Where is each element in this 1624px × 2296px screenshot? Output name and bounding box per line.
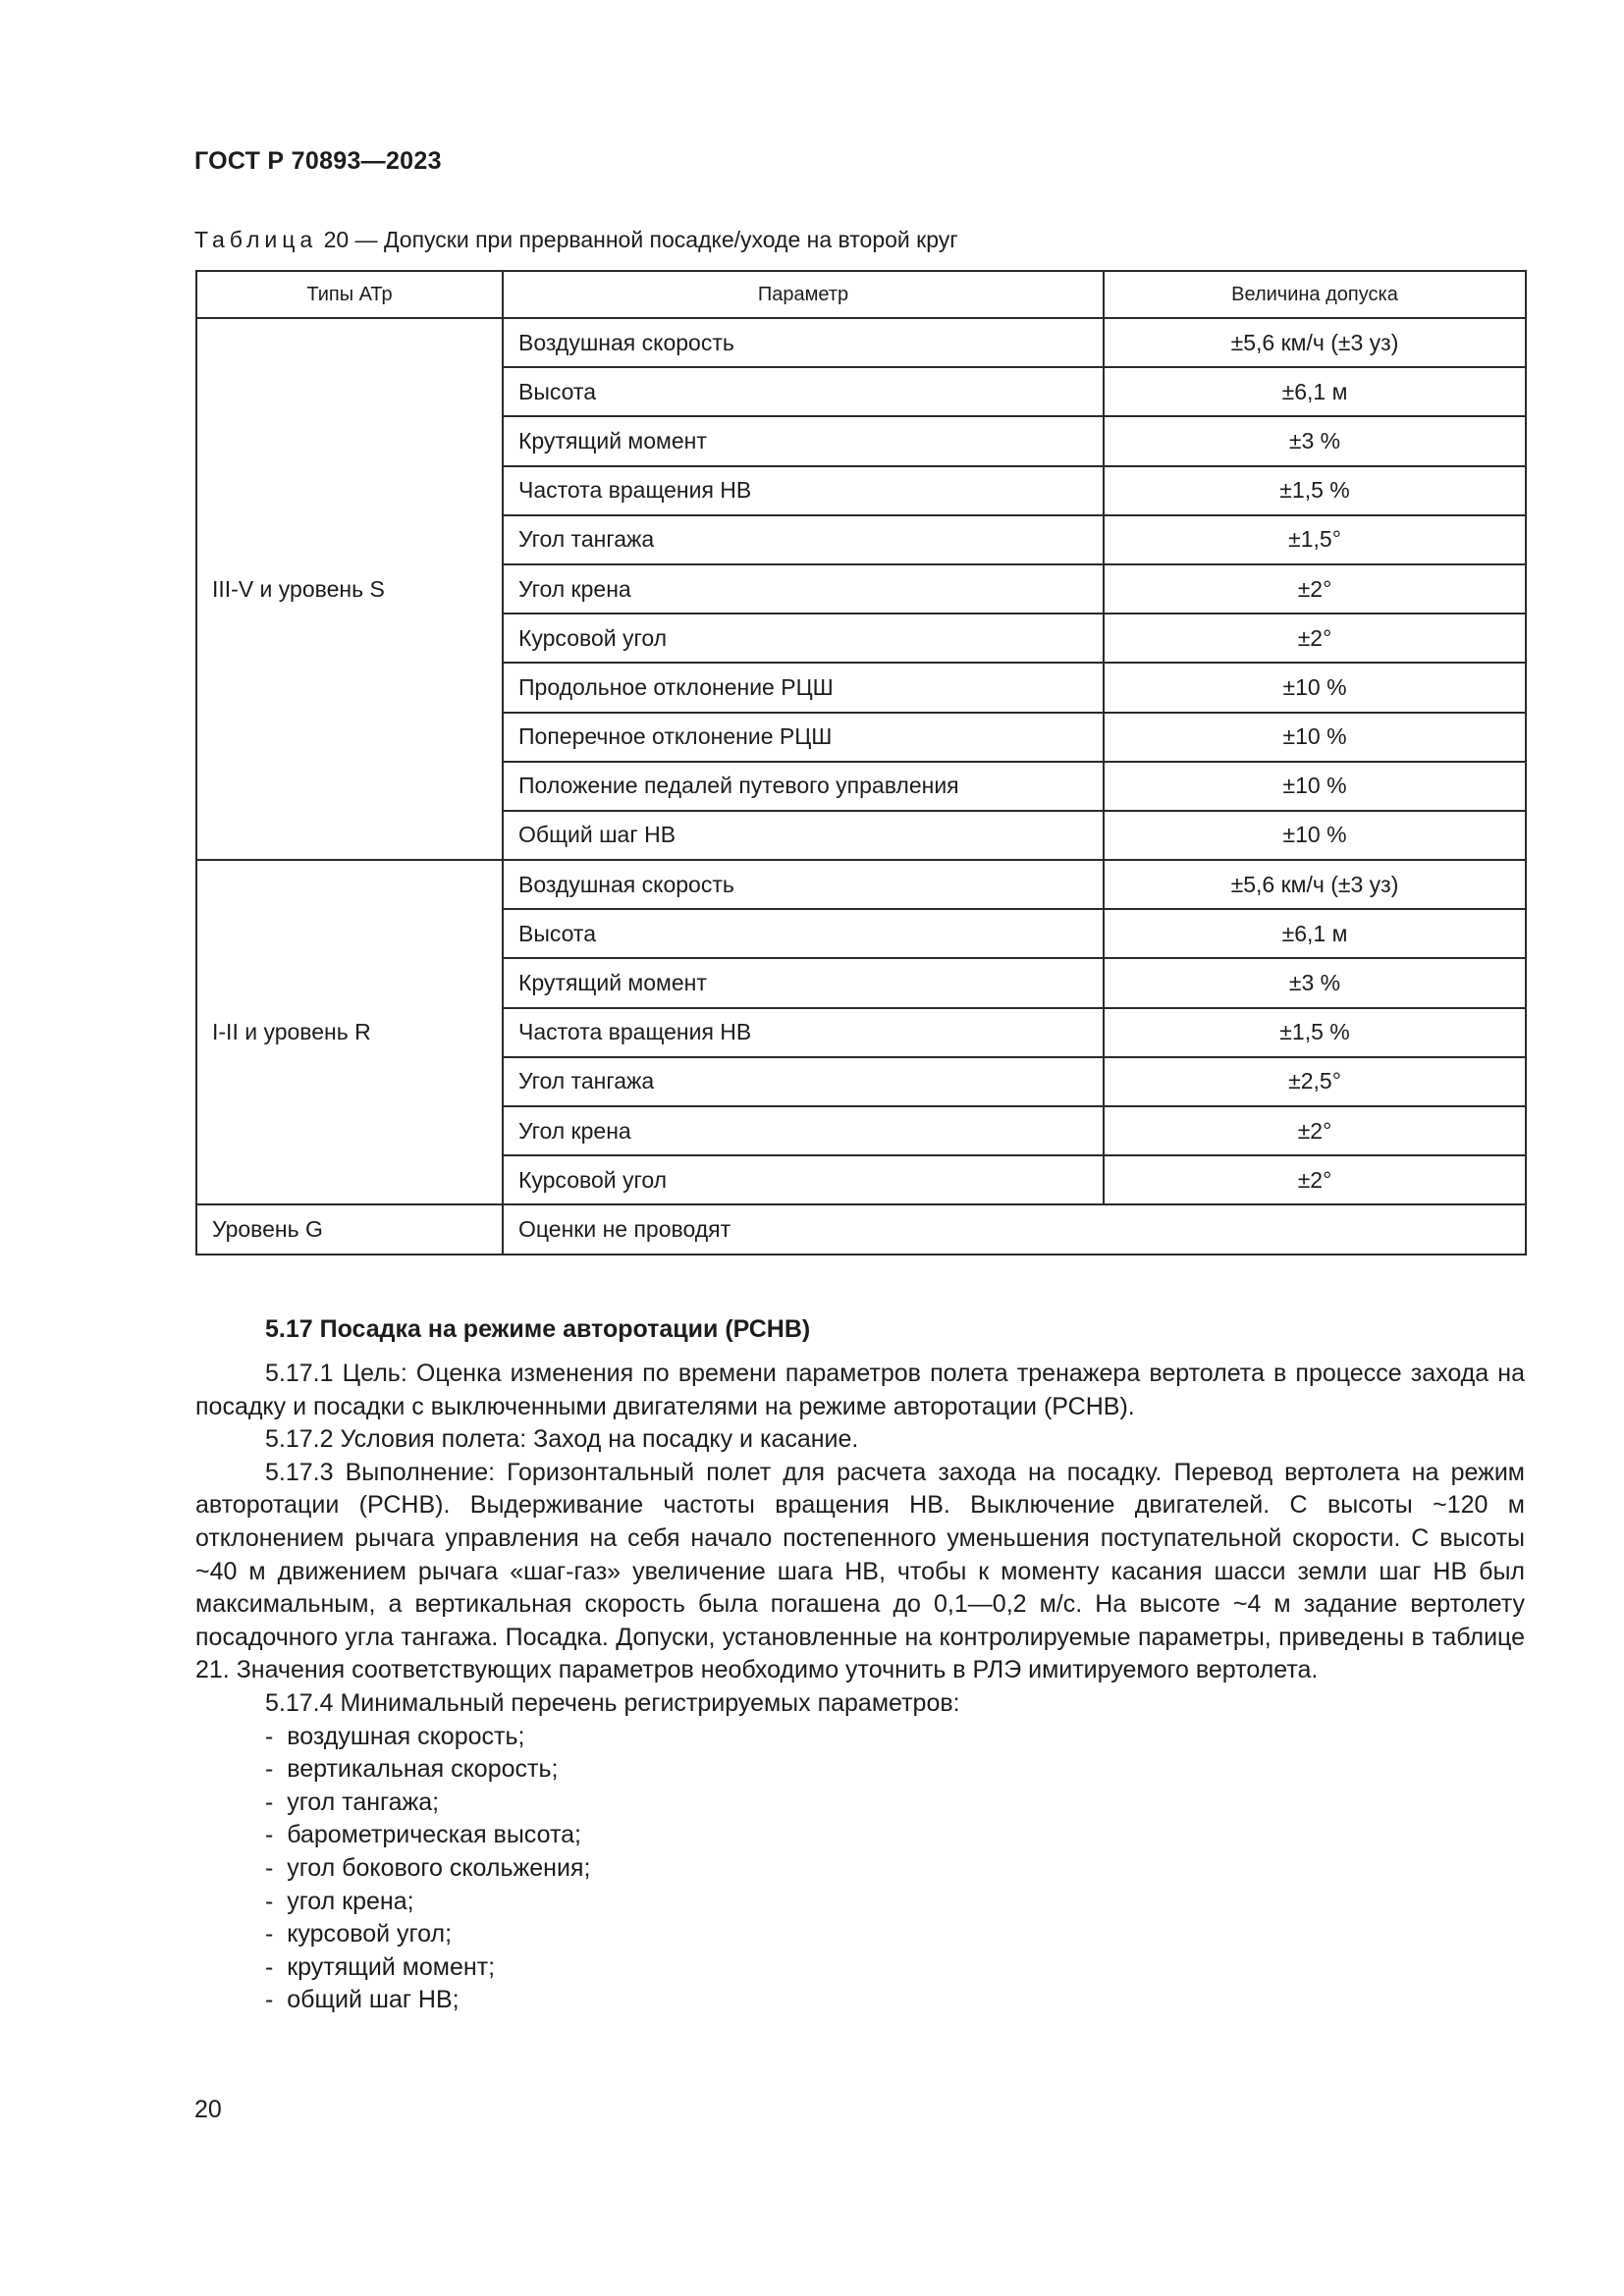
table-row <box>196 1204 1526 1254</box>
list-item: - крутящий момент; <box>265 1951 1525 1985</box>
tolerance-cell: ±10 % <box>1104 663 1526 712</box>
parameter-cell: Курсовой угол <box>503 614 1104 663</box>
parameter-cell: Высота <box>503 367 1104 416</box>
aircraft-type-cell: III-V и уровень S <box>196 318 503 860</box>
paragraph: 5.17.3 Выполнение: Горизонтальный полет для расчета захода на посадку. Перевод вертолета на режим авторотации (РСНВ). Выдерживание частоты вращения НВ. Выключение двигателей. С высоты ~120 м отклонением рычага управления на себя начало постепенного уменьшения поступательной скорости. С высоты ~40 м движением рычага «шаг-газ» увеличение шага НВ, чтобы к моменту касания шасси земли шаг НВ был максимальным, а вертикальная скорость была погашена до 0,1—0,2 м/с. На высоте ~4 м задание вертолету посадочного угла тангажа. Посадка. Допуски, установленные на контролируемые параметры, приведены в таблице 21. Значения соответствующих параметров необходимо уточнить в РЛЭ имитируемого вертолета. <box>195 1458 1525 1684</box>
parameter-cell: Крутящий момент <box>503 958 1104 1007</box>
tolerance-cell: ±2,5° <box>1104 1057 1526 1106</box>
parameter-cell: Высота <box>503 909 1104 958</box>
table-row <box>196 860 1526 909</box>
column-header: Величина допуска <box>1104 271 1526 318</box>
section-body <box>195 1358 1525 2017</box>
tolerance-cell: ±5,6 км/ч (±3 уз) <box>1104 860 1526 909</box>
list-item: - вертикальная скорость; <box>265 1753 1525 1787</box>
tolerance-cell: ±5,6 км/ч (±3 уз) <box>1104 318 1526 367</box>
parameter-cell: Курсовой угол <box>503 1155 1104 1204</box>
tolerance-cell: ±1,5 % <box>1104 1008 1526 1057</box>
tolerance-cell: ±1,5 % <box>1104 466 1526 515</box>
tolerance-cell: ±2° <box>1104 564 1526 614</box>
list-item: - угол тангажа; <box>265 1787 1525 1820</box>
parameter-cell: Воздушная скорость <box>503 318 1104 367</box>
paragraph: 5.17.1 Цель: Оценка изменения по времени параметров полета тренажера вертолета в процессе захода на посадку и посадки с выключенными двигателями на режиме авторотации (РСНВ). <box>195 1360 1525 1420</box>
parameter-cell: Воздушная скорость <box>503 860 1104 909</box>
table-caption-prefix: Таблица <box>194 227 318 252</box>
parameter-list <box>195 1721 1525 2017</box>
column-header: Типы АТр <box>196 271 503 318</box>
tolerance-cell: ±10 % <box>1104 762 1526 811</box>
tolerance-cell: ±10 % <box>1104 811 1526 860</box>
parameter-cell: Поперечное отклонение РЦШ <box>503 713 1104 762</box>
tolerance-cell: ±2° <box>1104 1106 1526 1155</box>
list-item: - угол крена; <box>265 1886 1525 1919</box>
parameter-cell: Крутящий момент <box>503 416 1104 465</box>
tolerance-cell: ±10 % <box>1104 713 1526 762</box>
tolerance-cell: ±3 % <box>1104 416 1526 465</box>
list-item: - общий шаг НВ; <box>265 1984 1525 2017</box>
parameter-cell: Частота вращения НВ <box>503 1008 1104 1057</box>
list-item: - воздушная скорость; <box>265 1721 1525 1754</box>
document-header: ГОСТ Р 70893—2023 <box>194 147 442 175</box>
tolerance-table <box>195 270 1527 1255</box>
aircraft-type-cell: I-II и уровень R <box>196 860 503 1204</box>
table-caption-text: 20 — Допуски при прерванной посадке/уходе на второй круг <box>317 227 958 252</box>
list-item: - угол бокового скольжения; <box>265 1852 1525 1886</box>
page-number: 20 <box>194 2096 222 2123</box>
tolerance-cell: ±2° <box>1104 1155 1526 1204</box>
list-item: - барометрическая высота; <box>265 1819 1525 1852</box>
parameter-cell: Угол крена <box>503 1106 1104 1155</box>
parameter-cell: Продольное отклонение РЦШ <box>503 663 1104 712</box>
column-header: Параметр <box>503 271 1104 318</box>
paragraph: 5.17.2 Условия полета: Заход на посадку и касание. <box>265 1425 859 1454</box>
paragraph: 5.17.4 Минимальный перечень регистрируемых параметров: <box>265 1688 960 1717</box>
tolerance-cell: ±1,5° <box>1104 515 1526 564</box>
tolerance-cell: ±3 % <box>1104 958 1526 1007</box>
parameter-cell: Общий шаг НВ <box>503 811 1104 860</box>
table-header-row <box>196 271 1526 318</box>
list-item: - курсовой угол; <box>265 1918 1525 1951</box>
parameter-cell: Положение педалей путевого управления <box>503 762 1104 811</box>
table-caption <box>194 227 958 253</box>
tolerance-cell: ±6,1 м <box>1104 367 1526 416</box>
aircraft-type-cell: Уровень G <box>196 1204 503 1254</box>
no-evaluation-cell: Оценки не проводят <box>503 1204 1526 1254</box>
parameter-cell: Угол тангажа <box>503 1057 1104 1106</box>
parameter-cell: Угол тангажа <box>503 515 1104 564</box>
parameter-cell: Угол крена <box>503 564 1104 614</box>
tolerance-cell: ±2° <box>1104 614 1526 663</box>
table-row <box>196 318 1526 367</box>
parameter-cell: Частота вращения НВ <box>503 466 1104 515</box>
section-title: 5.17 Посадка на режиме авторотации (РСНВ) <box>265 1315 811 1343</box>
tolerance-cell: ±6,1 м <box>1104 909 1526 958</box>
